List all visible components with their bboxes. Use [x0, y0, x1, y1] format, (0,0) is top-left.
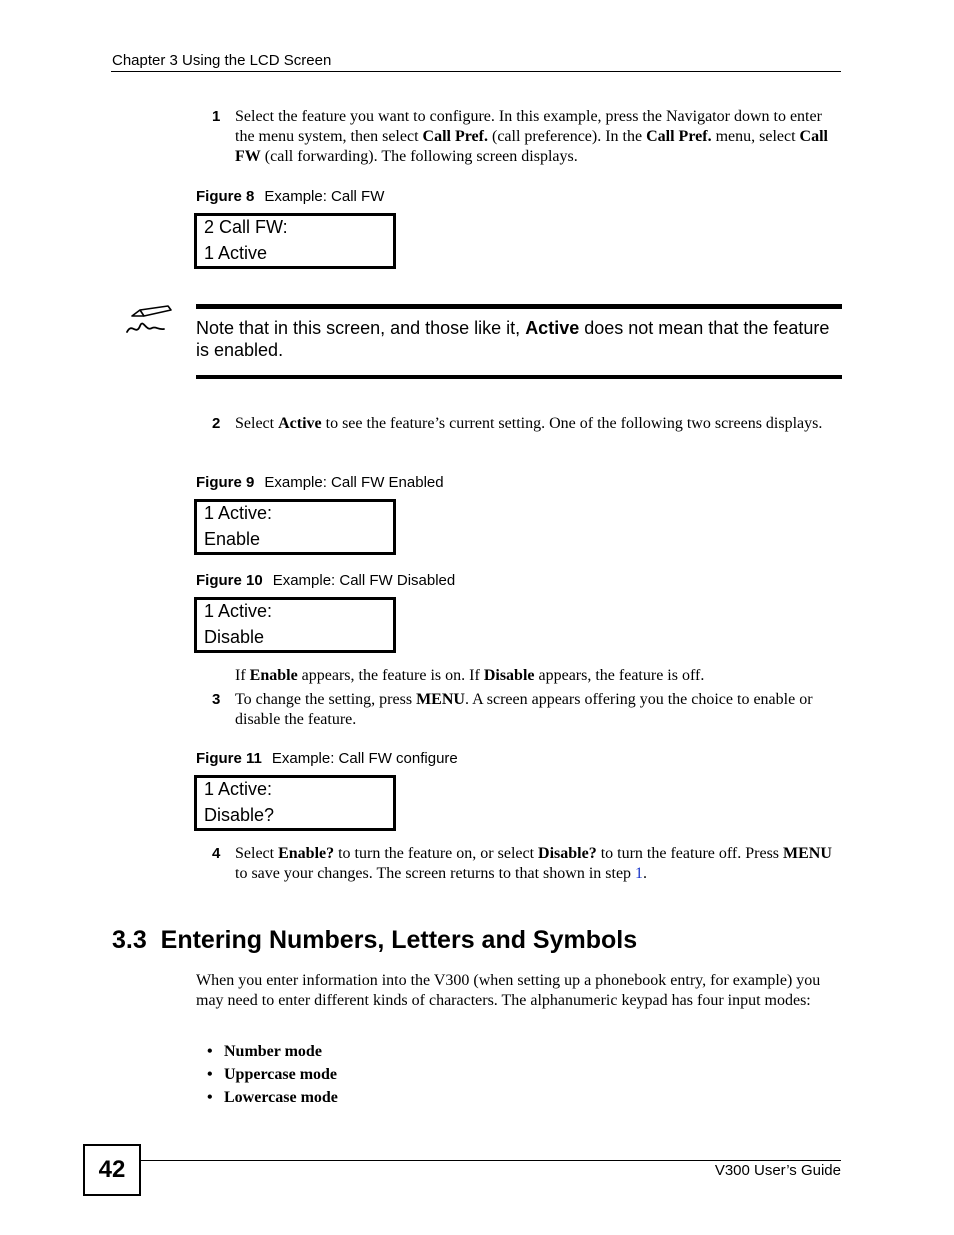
step-text: Select Active to see the feature’s current setting. One of the following two screens displays.: [235, 415, 823, 432]
result-explanation: If Enable appears, the feature is on. If Disable appears, the feature is off.: [235, 667, 705, 684]
step-link[interactable]: 1: [635, 865, 644, 882]
step-number: 1: [212, 108, 221, 125]
bullet-list: [207, 1040, 338, 1109]
page-number: 42: [83, 1144, 141, 1196]
section-heading: 3.3 Entering Numbers, Letters and Symbols: [112, 926, 638, 954]
figure-caption: Figure 10 Example: Call FW Disabled: [196, 572, 456, 589]
footer-divider: [139, 1160, 841, 1161]
section-paragraph: When you enter information into the V300 (when setting up a phonebook entry, for example) you may need to enter different kinds of characters. The alphanumeric keypad has four input modes:: [196, 972, 821, 1009]
step-text: To change the setting, press MENU. A screen appears offering you the choice to enable or disable the feature.: [235, 691, 813, 728]
figure-caption: Figure 8 Example: Call FW: [196, 188, 385, 205]
step-number: 4: [212, 845, 221, 862]
figure-caption: Figure 11 Example: Call FW configure: [196, 750, 458, 767]
lcd-line: 1 Active:: [204, 779, 273, 799]
list-item: • Uppercase mode: [207, 1066, 338, 1083]
step-1: [212, 107, 842, 169]
lcd-screen: [194, 597, 396, 653]
list-item: • Lowercase mode: [207, 1089, 338, 1106]
lcd-line: 1 Active: [204, 243, 268, 263]
list-item: • Number mode: [207, 1043, 322, 1060]
step-2: [212, 414, 842, 456]
step-3: [212, 690, 842, 732]
running-header: Chapter 3 Using the LCD Screen: [112, 52, 332, 69]
lcd-line: 1 Active:: [204, 601, 273, 621]
step-number: 2: [212, 415, 221, 432]
lcd-screen: [194, 499, 396, 555]
note-top-rule: [196, 304, 842, 309]
step-text: Select the feature you want to configure. In this example, press the Navigator down to enter the menu system, then select Call Pref. (call preference). In the Call Pref. menu, select Call FW (call forwarding). The following screen displays.: [235, 108, 828, 165]
lcd-line: Disable?: [204, 805, 275, 825]
step-number: 3: [212, 691, 221, 708]
header-divider: [111, 71, 841, 72]
lcd-line: 1 Active:: [204, 503, 273, 523]
lcd-screen: [194, 775, 396, 831]
lcd-line: Disable: [204, 627, 265, 647]
lcd-line: Enable: [204, 529, 261, 549]
guide-title: V300 User’s Guide: [714, 1162, 841, 1179]
step-text: Select Enable? to turn the feature on, or select Disable? to turn the feature off. Press MENU to save your changes. The screen returns to that shown in step 1.: [235, 845, 832, 882]
note-text: Note that in this screen, and those like it, Active does not mean that the feature is enabled.: [196, 318, 830, 360]
figure-caption: Figure 9 Example: Call FW Enabled: [196, 474, 444, 491]
step-4: [212, 844, 842, 886]
note-bottom-rule: [196, 375, 842, 379]
lcd-screen: [194, 213, 396, 269]
lcd-line: 2 Call FW:: [204, 217, 288, 237]
pencil-note-icon: [124, 302, 174, 343]
